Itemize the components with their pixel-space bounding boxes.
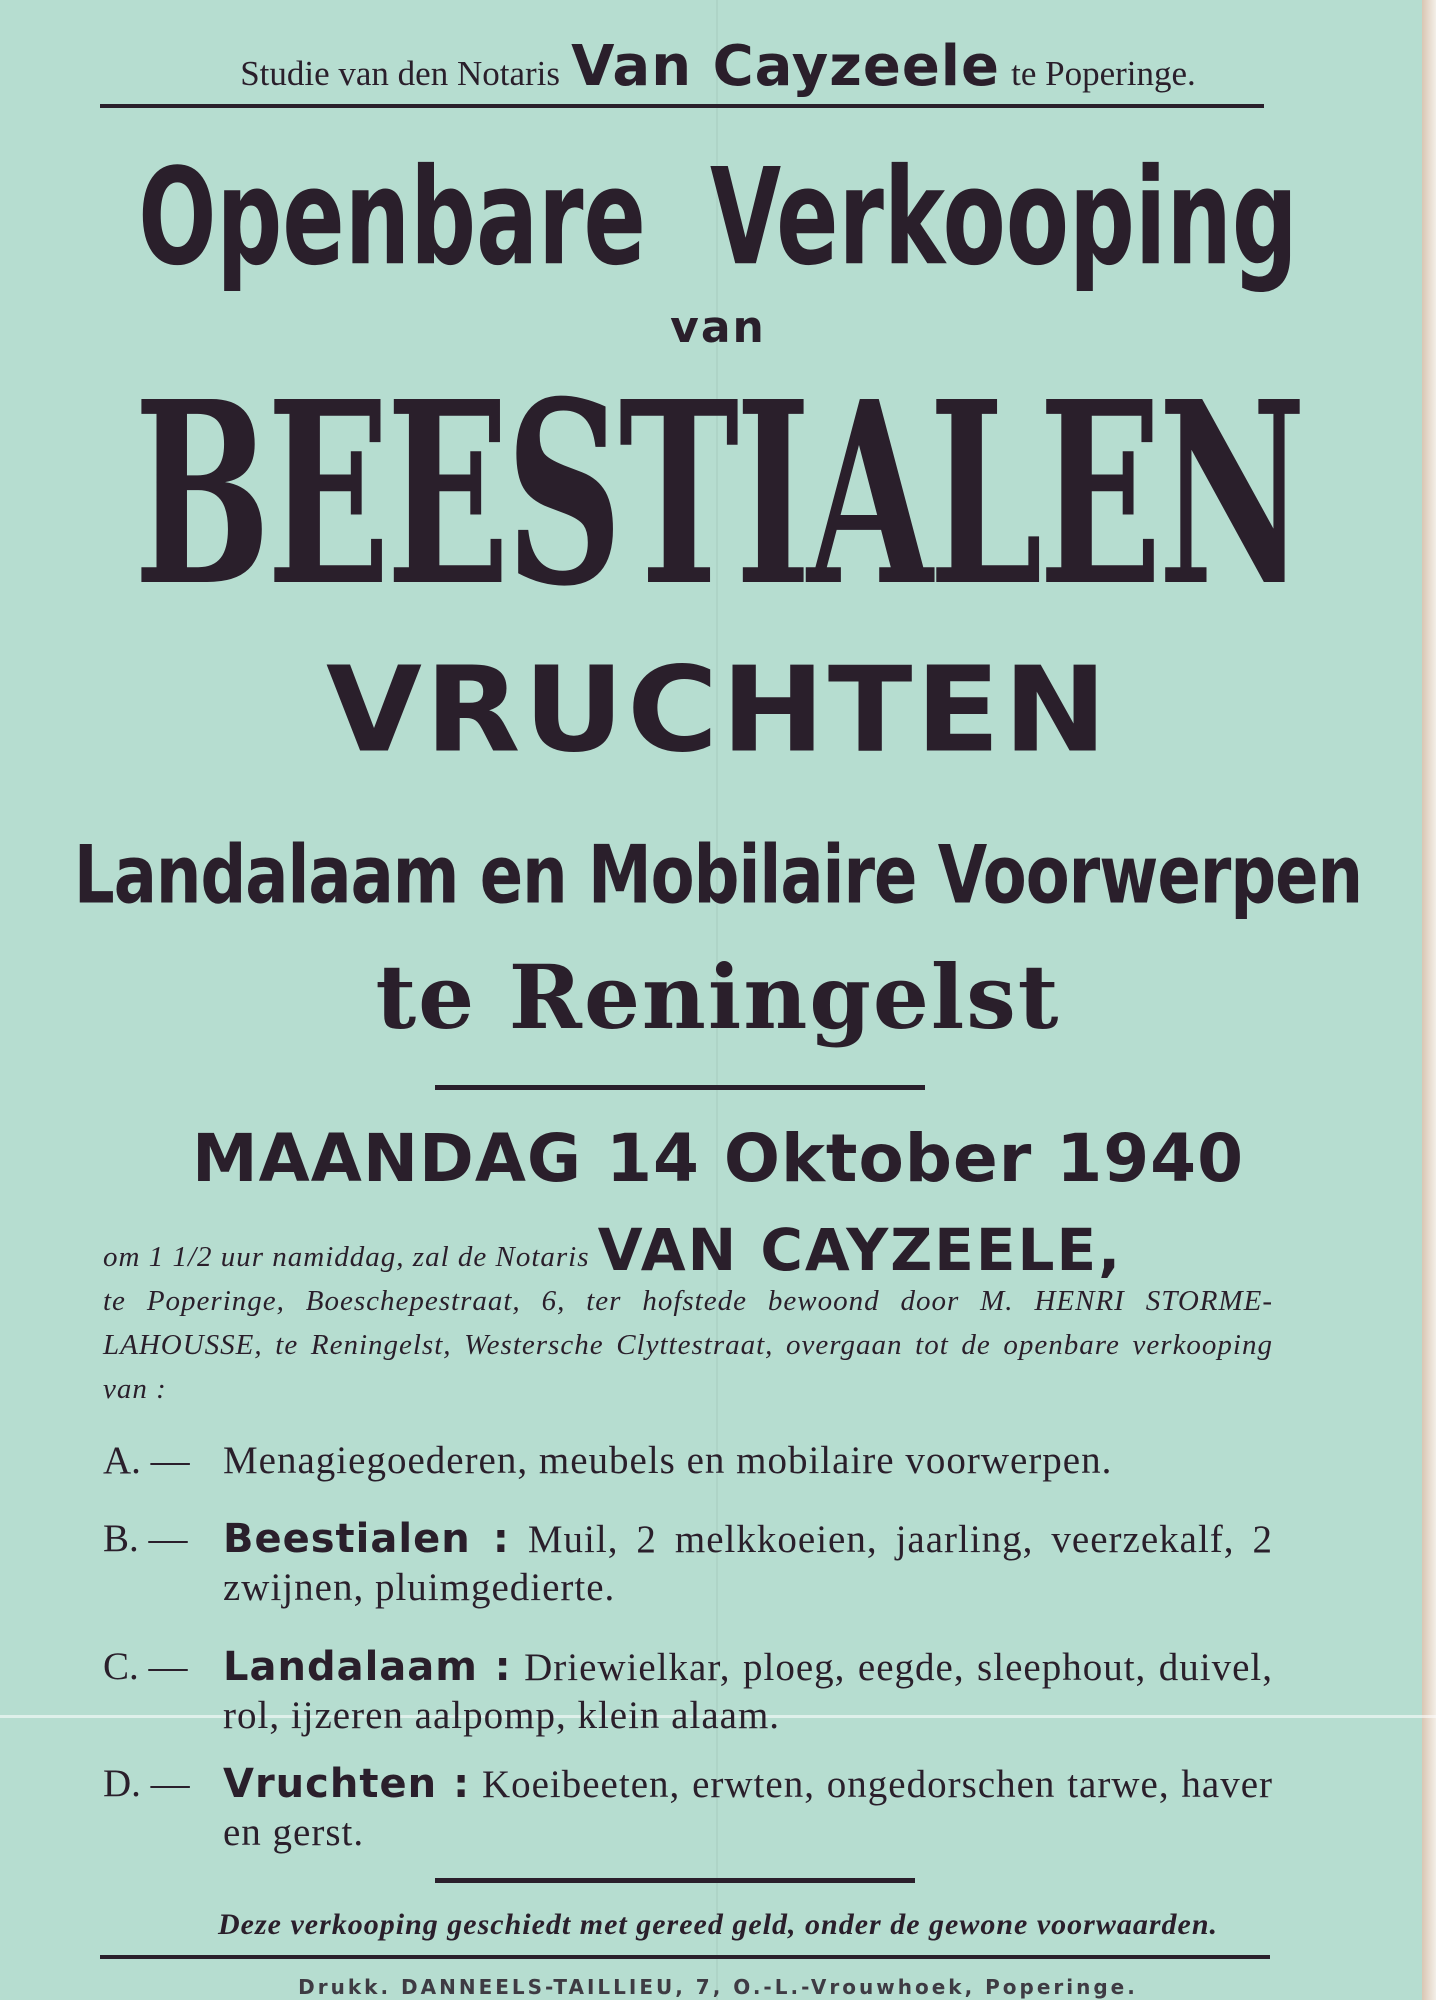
intro-paragraph bbox=[103, 1216, 1273, 1411]
printer-imprint: Drukk. DANNEELS-TAILLIEU, 7, O.-L.-Vrouwhoek, Poperinge. bbox=[298, 1975, 1138, 1999]
title-landalaam: Landalaam en Mobilaire Voorwerpen bbox=[73, 830, 1363, 923]
item-keyword: Vruchten : bbox=[223, 1761, 471, 1807]
title-beestialen: BEESTIALEN bbox=[133, 348, 1303, 643]
intro-first-line bbox=[103, 1216, 1273, 1284]
item-letter: D. — bbox=[103, 1762, 190, 1805]
title-openbare-verkooping: Openbare Verkooping bbox=[138, 140, 1298, 296]
item-body bbox=[223, 1760, 1273, 1857]
item-keyword: Beestialen : bbox=[223, 1516, 510, 1562]
list-item-d bbox=[103, 1760, 1273, 1857]
header-notary-name: Van Cayzeele bbox=[571, 34, 1000, 99]
payment-terms: Deze verkooping geschiedt met gereed geld, onder de gewone voorwaarden. bbox=[217, 1908, 1219, 1941]
items-rule bbox=[435, 1878, 915, 1883]
list-item-c bbox=[103, 1643, 1273, 1740]
header-suffix: te Poperinge. bbox=[1011, 54, 1196, 93]
footer-rule bbox=[100, 1955, 1270, 1959]
item-letter: B. — bbox=[103, 1517, 188, 1560]
title-vruchten: VRUCHTEN bbox=[326, 642, 1110, 779]
item-letter: C. — bbox=[103, 1645, 188, 1688]
list-item-a bbox=[103, 1437, 1273, 1485]
title-van: van bbox=[670, 302, 766, 353]
item-text: Driewielkar, ploeg, eegde, sleephout, duivel, rol, ijzeren aalpomp, klein alaam. bbox=[223, 1646, 1273, 1737]
list-item-b bbox=[103, 1515, 1273, 1612]
item-text: Koeibeeten, erwten, ongedorschen tarwe, haver en gerst. bbox=[223, 1763, 1274, 1854]
sale-date: MAANDAG 14 Oktober 1940 bbox=[191, 1120, 1245, 1197]
notary-header bbox=[0, 34, 1436, 99]
item-body bbox=[223, 1643, 1273, 1740]
header-rule bbox=[100, 104, 1264, 108]
item-body bbox=[223, 1515, 1273, 1612]
item-text: Muil, 2 melkkoeien, jaarling, veerzekalf, 2 zwijnen, pluimgedierte. bbox=[223, 1518, 1274, 1609]
title-location: te Reningelst bbox=[375, 945, 1061, 1049]
item-letter: A. — bbox=[103, 1439, 190, 1482]
header-prefix: Studie van den Notaris bbox=[240, 54, 560, 93]
intro-time: om 1 1/2 uur namiddag, zal de Notaris bbox=[103, 1241, 590, 1273]
intro-body: te Poperinge, Boeschepestraat, 6, ter hofstede bewoond door M. HENRI STORME-LAHOUSSE, te Reningelst, Westersche Clyttestraat, overgaan tot de openbare verkooping van : bbox=[103, 1285, 1273, 1405]
item-text: Menagiegoederen, meubels en mobilaire voorwerpen. bbox=[223, 1439, 1113, 1482]
title-rule bbox=[435, 1085, 925, 1090]
item-keyword: Landalaam : bbox=[223, 1644, 512, 1690]
intro-notary-name: VAN CAYZEELE, bbox=[597, 1216, 1123, 1284]
